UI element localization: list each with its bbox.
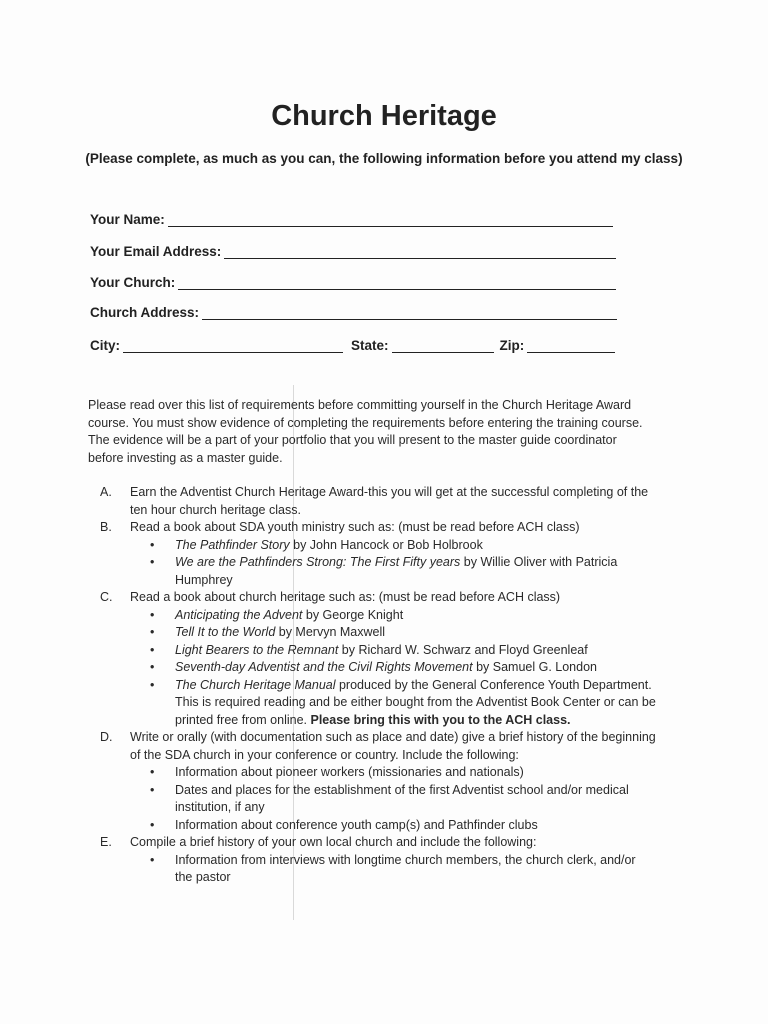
requirement-a-cont	[100, 502, 680, 520]
intro-line: before investing as a master guide.	[88, 450, 283, 465]
address-input-line[interactable]	[202, 305, 617, 320]
page-subtitle: (Please complete, as much as you can, the following information before you attend my class)	[85, 151, 683, 166]
book-author: Humphrey	[175, 572, 233, 587]
requirement-text: Compile a brief history of your own local church and include the following:	[130, 835, 537, 849]
book-title: Tell It to the World	[175, 625, 276, 639]
requirement-e	[100, 834, 680, 852]
requirement-text: Earn the Adventist Church Heritage Award-this you will get at the successful completing of the	[130, 485, 649, 499]
list-item	[150, 782, 680, 817]
zip-label: Zip:	[499, 338, 525, 353]
name-field[interactable]	[90, 212, 613, 227]
book-title: The Pathfinder Story	[175, 537, 290, 552]
name-label: Your Name:	[90, 212, 165, 227]
bullet-icon: •	[150, 852, 155, 867]
state-label: State:	[351, 338, 389, 353]
requirement-text: of the SDA church in your conference or country. Include the following:	[130, 747, 519, 762]
list-marker: B.	[100, 520, 112, 534]
list-item	[150, 764, 680, 782]
city-label: City:	[90, 338, 120, 353]
book-author: by Willie Oliver with Patricia	[460, 555, 618, 569]
book-title: Anticipating the Advent	[175, 607, 303, 622]
requirement-b	[100, 519, 680, 537]
list-item	[150, 817, 680, 835]
list-item	[150, 537, 680, 555]
bullet-icon: •	[150, 555, 155, 569]
bullet-icon: •	[150, 817, 155, 832]
requirement-text: Information from interviews with longtime church members, the church clerk, and/or	[175, 852, 636, 867]
intro-line: Please read over this list of requirements before committing yourself in the Church Heritage Award	[88, 398, 632, 412]
requirements-list	[100, 484, 680, 887]
requirement-text: printed free from online.	[175, 712, 311, 727]
email-label: Your Email Address:	[90, 244, 222, 259]
requirement-text: Dates and places for the establishment of the first Adventist school and/or medical	[175, 782, 629, 797]
church-label: Your Church:	[90, 275, 176, 290]
list-item	[150, 624, 680, 642]
city-input-line[interactable]	[123, 338, 343, 353]
zip-input-line[interactable]	[527, 338, 615, 353]
intro-line: The evidence will be a part of your portfolio that you will present to the master guide coordinator	[88, 433, 617, 447]
list-item	[150, 642, 680, 660]
city-state-zip-row	[90, 338, 615, 353]
list-item	[150, 677, 680, 730]
bullet-icon: •	[150, 782, 155, 797]
requirement-text: This is required reading and be either bought from the Adventist Book Center or can be	[175, 695, 656, 709]
bullet-icon: •	[150, 765, 155, 779]
book-title: The Church Heritage Manual	[175, 677, 336, 692]
requirement-d	[100, 729, 680, 764]
book-title: Seventh-day Adventist and the Civil Rights Movement	[175, 660, 473, 674]
page-title: Church Heritage	[271, 100, 497, 132]
bullet-icon: •	[150, 677, 155, 692]
book-author: by Richard W. Schwarz and Floyd Greenleaf	[338, 642, 588, 657]
book-title: Light Bearers to the Remnant	[175, 642, 339, 657]
requirement-text: Read a book about church heritage such as: (must be read before ACH class)	[130, 590, 561, 604]
requirement-text: ten hour church heritage class.	[130, 502, 301, 517]
bullet-icon: •	[150, 625, 155, 639]
church-field[interactable]	[90, 275, 616, 290]
book-title: We are the Pathfinders Strong: The First Fifty years	[175, 555, 461, 569]
email-field[interactable]	[90, 244, 616, 259]
address-label: Church Address:	[90, 305, 200, 320]
church-input-line[interactable]	[178, 275, 616, 290]
emphasis-note: Please bring this with you to the ACH class.	[310, 712, 571, 727]
name-input-line[interactable]	[168, 212, 613, 227]
list-marker: D.	[100, 730, 113, 744]
book-author: by Mervyn Maxwell	[275, 625, 386, 639]
email-input-line[interactable]	[224, 244, 616, 259]
address-field[interactable]	[90, 305, 617, 320]
book-author: produced by the General Conference Youth Department.	[335, 677, 652, 692]
requirement-text: Read a book about SDA youth ministry such as: (must be read before ACH class)	[130, 520, 580, 534]
list-item	[150, 607, 680, 625]
book-author: by Samuel G. London	[472, 660, 597, 674]
intro-paragraph	[88, 397, 678, 467]
bullet-icon: •	[150, 660, 155, 674]
intro-line: course. You must show evidence of completing the requirements before entering the training course.	[88, 415, 643, 430]
list-item	[150, 659, 680, 677]
requirement-text: Information about pioneer workers (missionaries and nationals)	[175, 765, 524, 779]
bullet-icon: •	[150, 642, 155, 657]
bullet-icon: •	[150, 537, 155, 552]
list-marker: E.	[100, 835, 112, 849]
state-input-line[interactable]	[392, 338, 494, 353]
requirement-a	[100, 484, 680, 502]
list-marker: C.	[100, 590, 113, 604]
requirement-text: Write or orally (with documentation such as place and date) give a brief history of the beginning	[130, 730, 656, 744]
requirement-text: Information about conference youth camp(s) and Pathfinder clubs	[175, 817, 538, 832]
list-item	[150, 554, 680, 589]
requirement-text: the pastor	[175, 870, 231, 884]
list-item	[150, 852, 680, 887]
requirement-text: institution, if any	[175, 800, 265, 814]
list-marker: A.	[100, 485, 112, 499]
book-author: by George Knight	[302, 607, 404, 622]
requirement-c	[100, 589, 680, 607]
bullet-icon: •	[150, 607, 155, 622]
book-author: by John Hancock or Bob Holbrook	[289, 537, 483, 552]
